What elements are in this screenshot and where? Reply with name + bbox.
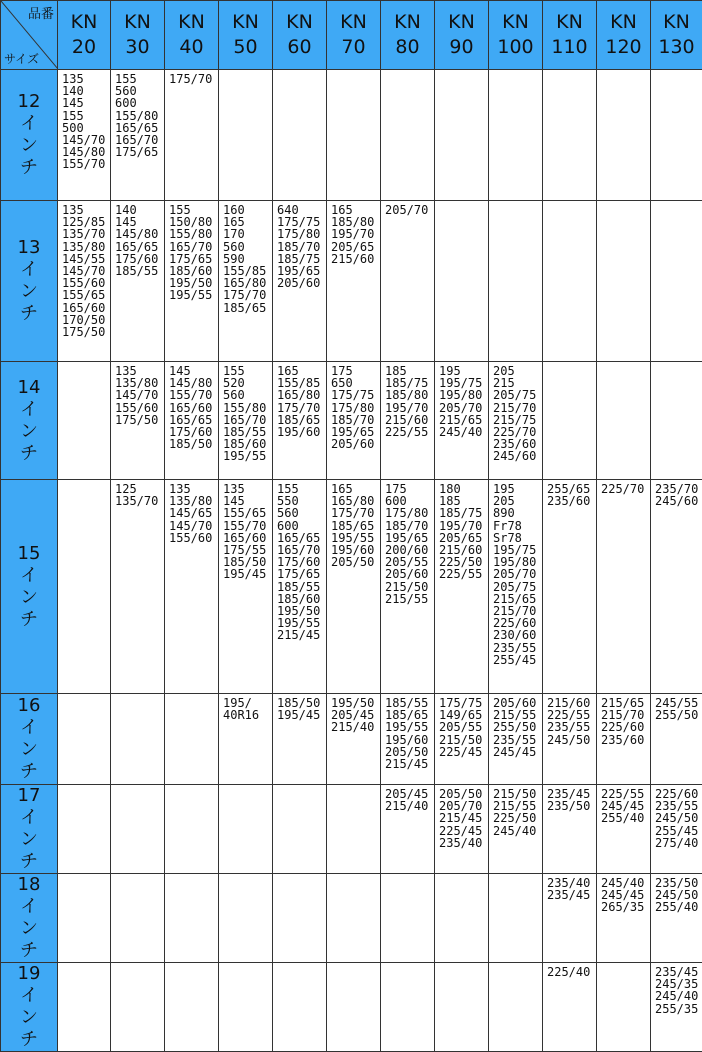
size-cell [489, 874, 543, 963]
size-label: 18 イ ン チ [1, 874, 58, 963]
size-cell [435, 70, 489, 201]
size-cell: 235/50 245/50 255/40 [651, 874, 702, 963]
column-header-prefix: KN [165, 10, 218, 35]
size-cell [381, 874, 435, 963]
size-cell: 235/45 245/35 245/40 255/35 [651, 963, 702, 1052]
column-header-number: 70 [327, 35, 380, 60]
table-row [1, 874, 702, 963]
size-cell: 135 125/85 135/70 135/80 145/55 145/70 155/60 155/65 165/60 170/50 175/50 [58, 201, 111, 362]
size-cell: 195 205 890 Fr78 Sr78 195/75 195/80 205/70 205/75 215/65 215/70 225/60 230/60 235/55 255/45 [489, 480, 543, 694]
table-row [1, 362, 702, 480]
size-cell [651, 201, 702, 362]
table-body [1, 70, 702, 1052]
corner-label-product: 品番 [28, 3, 54, 22]
size-cell [597, 70, 651, 201]
size-cell: 165 165/80 175/70 185/65 195/55 195/60 205/50 [327, 480, 381, 694]
column-header-prefix: KN [219, 10, 272, 35]
size-cell: 160 165 170 560 590 155/85 165/80 175/70 185/65 [219, 201, 273, 362]
size-cell [327, 874, 381, 963]
column-header [489, 1, 543, 70]
size-cell [165, 785, 219, 874]
size-cell: 205/70 [381, 201, 435, 362]
size-cell [381, 963, 435, 1052]
size-cell [58, 480, 111, 694]
table-row [1, 201, 702, 362]
size-label: 13 イ ン チ [1, 201, 58, 362]
column-header-prefix: KN [435, 10, 488, 35]
size-cell [489, 70, 543, 201]
size-cell: 125 135/70 [111, 480, 165, 694]
column-header-number: 100 [489, 35, 542, 60]
size-cell: 140 145 145/80 165/65 175/60 185/55 [111, 201, 165, 362]
size-cell [273, 874, 327, 963]
size-cell: 175 650 175/75 175/80 185/70 195/65 205/60 [327, 362, 381, 480]
size-cell: 235/40 235/45 [543, 874, 597, 963]
column-header-number: 130 [651, 35, 702, 60]
size-cell [597, 963, 651, 1052]
column-header [543, 1, 597, 70]
column-header [219, 1, 273, 70]
column-header-number: 50 [219, 35, 272, 60]
column-header [435, 1, 489, 70]
size-cell [489, 201, 543, 362]
size-cell: 235/45 235/50 [543, 785, 597, 874]
size-cell: 225/55 245/45 255/40 [597, 785, 651, 874]
size-cell [435, 963, 489, 1052]
size-cell [381, 70, 435, 201]
size-cell [111, 694, 165, 785]
size-cell [327, 70, 381, 201]
size-cell: 155 550 560 600 165/65 165/70 175/60 175/65 185/55 185/60 195/50 195/55 215/45 [273, 480, 327, 694]
column-header-number: 90 [435, 35, 488, 60]
column-header-prefix: KN [58, 10, 110, 35]
size-cell [58, 694, 111, 785]
size-cell: 215/65 215/70 225/60 235/60 [597, 694, 651, 785]
size-cell: 195/ 40R16 [219, 694, 273, 785]
column-header-prefix: KN [111, 10, 164, 35]
size-cell: 165 155/85 165/80 175/70 185/65 195/60 [273, 362, 327, 480]
size-cell [597, 362, 651, 480]
table-row [1, 694, 702, 785]
size-cell [165, 694, 219, 785]
column-header [651, 1, 702, 70]
size-cell: 180 185 185/75 195/70 205/65 215/60 225/50 225/55 [435, 480, 489, 694]
size-label: 15 イ ン チ [1, 480, 58, 694]
column-header-prefix: KN [273, 10, 326, 35]
column-header-number: 30 [111, 35, 164, 60]
size-cell: 135 145 155/65 155/70 165/60 175/55 185/50 195/45 [219, 480, 273, 694]
size-cell [327, 963, 381, 1052]
size-label: 17 イ ン チ [1, 785, 58, 874]
size-cell [58, 785, 111, 874]
size-cell [273, 70, 327, 201]
column-header-prefix: KN [543, 10, 596, 35]
size-label: 19 イ ン チ [1, 963, 58, 1052]
size-cell: 245/40 245/45 265/35 [597, 874, 651, 963]
size-cell [58, 362, 111, 480]
size-cell [58, 874, 111, 963]
column-header-prefix: KN [597, 10, 650, 35]
size-cell: 135 140 145 155 500 145/70 145/80 155/70 [58, 70, 111, 201]
size-cell [273, 785, 327, 874]
table-row [1, 963, 702, 1052]
size-cell: 135 135/80 145/70 155/60 175/50 [111, 362, 165, 480]
column-header [597, 1, 651, 70]
column-header [273, 1, 327, 70]
size-cell: 175/75 149/65 205/55 215/50 225/45 [435, 694, 489, 785]
table-row [1, 70, 702, 201]
column-header-number: 60 [273, 35, 326, 60]
column-header [58, 1, 111, 70]
column-header-prefix: KN [327, 10, 380, 35]
corner-cell [1, 1, 58, 70]
size-cell [58, 963, 111, 1052]
column-header [327, 1, 381, 70]
size-cell: 195 195/75 195/80 205/70 215/65 245/40 [435, 362, 489, 480]
size-cell [111, 963, 165, 1052]
size-cell [543, 362, 597, 480]
column-header-prefix: KN [489, 10, 542, 35]
size-label: 12 イ ン チ [1, 70, 58, 201]
size-cell [435, 874, 489, 963]
size-cell: 235/70 245/60 [651, 480, 702, 694]
size-label: 16 イ ン チ [1, 694, 58, 785]
size-label: 14 イ ン チ [1, 362, 58, 480]
size-cell: 155 150/80 155/80 165/70 175/65 185/60 195/50 195/55 [165, 201, 219, 362]
table-row [1, 480, 702, 694]
column-header [381, 1, 435, 70]
corner-label-size: サイズ [4, 50, 39, 67]
size-cell: 215/50 215/55 225/50 245/40 [489, 785, 543, 874]
size-cell: 145 145/80 155/70 165/60 165/65 175/60 185/50 [165, 362, 219, 480]
size-cell [165, 963, 219, 1052]
size-cell: 205/45 215/40 [381, 785, 435, 874]
column-header-prefix: KN [651, 10, 702, 35]
size-cell: 255/65 235/60 [543, 480, 597, 694]
column-header [111, 1, 165, 70]
size-cell [651, 70, 702, 201]
size-cell: 155 520 560 155/80 165/70 185/55 185/60 195/55 [219, 362, 273, 480]
column-header-number: 20 [58, 35, 110, 60]
size-cell: 185/55 185/65 195/55 195/60 205/50 215/45 [381, 694, 435, 785]
size-cell [219, 785, 273, 874]
size-cell [489, 963, 543, 1052]
column-header-number: 120 [597, 35, 650, 60]
size-cell [651, 362, 702, 480]
size-cell: 165 185/80 195/70 205/65 215/60 [327, 201, 381, 362]
column-header-number: 110 [543, 35, 596, 60]
size-cell [219, 874, 273, 963]
column-header-number: 40 [165, 35, 218, 60]
column-header [165, 1, 219, 70]
size-cell: 205/50 205/70 215/45 225/45 235/40 [435, 785, 489, 874]
size-cell: 225/60 235/55 245/50 255/45 275/40 [651, 785, 702, 874]
size-cell [111, 785, 165, 874]
size-cell [327, 785, 381, 874]
header-row [1, 1, 702, 70]
size-cell [543, 70, 597, 201]
size-cell: 640 175/75 175/80 185/70 185/75 195/65 205/60 [273, 201, 327, 362]
table-row [1, 785, 702, 874]
size-cell [111, 874, 165, 963]
size-cell [219, 70, 273, 201]
column-header-number: 80 [381, 35, 434, 60]
size-cell: 245/55 255/50 [651, 694, 702, 785]
size-cell: 175 600 175/80 185/70 195/65 200/60 205/55 205/60 215/50 215/55 [381, 480, 435, 694]
size-cell: 215/60 225/55 235/55 245/50 [543, 694, 597, 785]
size-cell: 205 215 205/75 215/70 215/75 225/70 235/60 245/60 [489, 362, 543, 480]
size-cell: 135 135/80 145/65 145/70 155/60 [165, 480, 219, 694]
size-cell [219, 963, 273, 1052]
size-cell: 155 560 600 155/80 165/65 165/70 175/65 [111, 70, 165, 201]
size-cell: 205/60 215/55 255/50 235/55 245/45 [489, 694, 543, 785]
size-cell: 195/50 205/45 215/40 [327, 694, 381, 785]
size-cell: 225/40 [543, 963, 597, 1052]
size-cell: 185/50 195/45 [273, 694, 327, 785]
size-cell: 225/70 [597, 480, 651, 694]
size-cell [273, 963, 327, 1052]
size-cell [435, 201, 489, 362]
size-cell: 175/70 [165, 70, 219, 201]
size-cell [543, 201, 597, 362]
column-header-prefix: KN [381, 10, 434, 35]
size-cell: 185 185/75 185/80 195/70 215/60 225/55 [381, 362, 435, 480]
size-cell [165, 874, 219, 963]
size-cell [597, 201, 651, 362]
